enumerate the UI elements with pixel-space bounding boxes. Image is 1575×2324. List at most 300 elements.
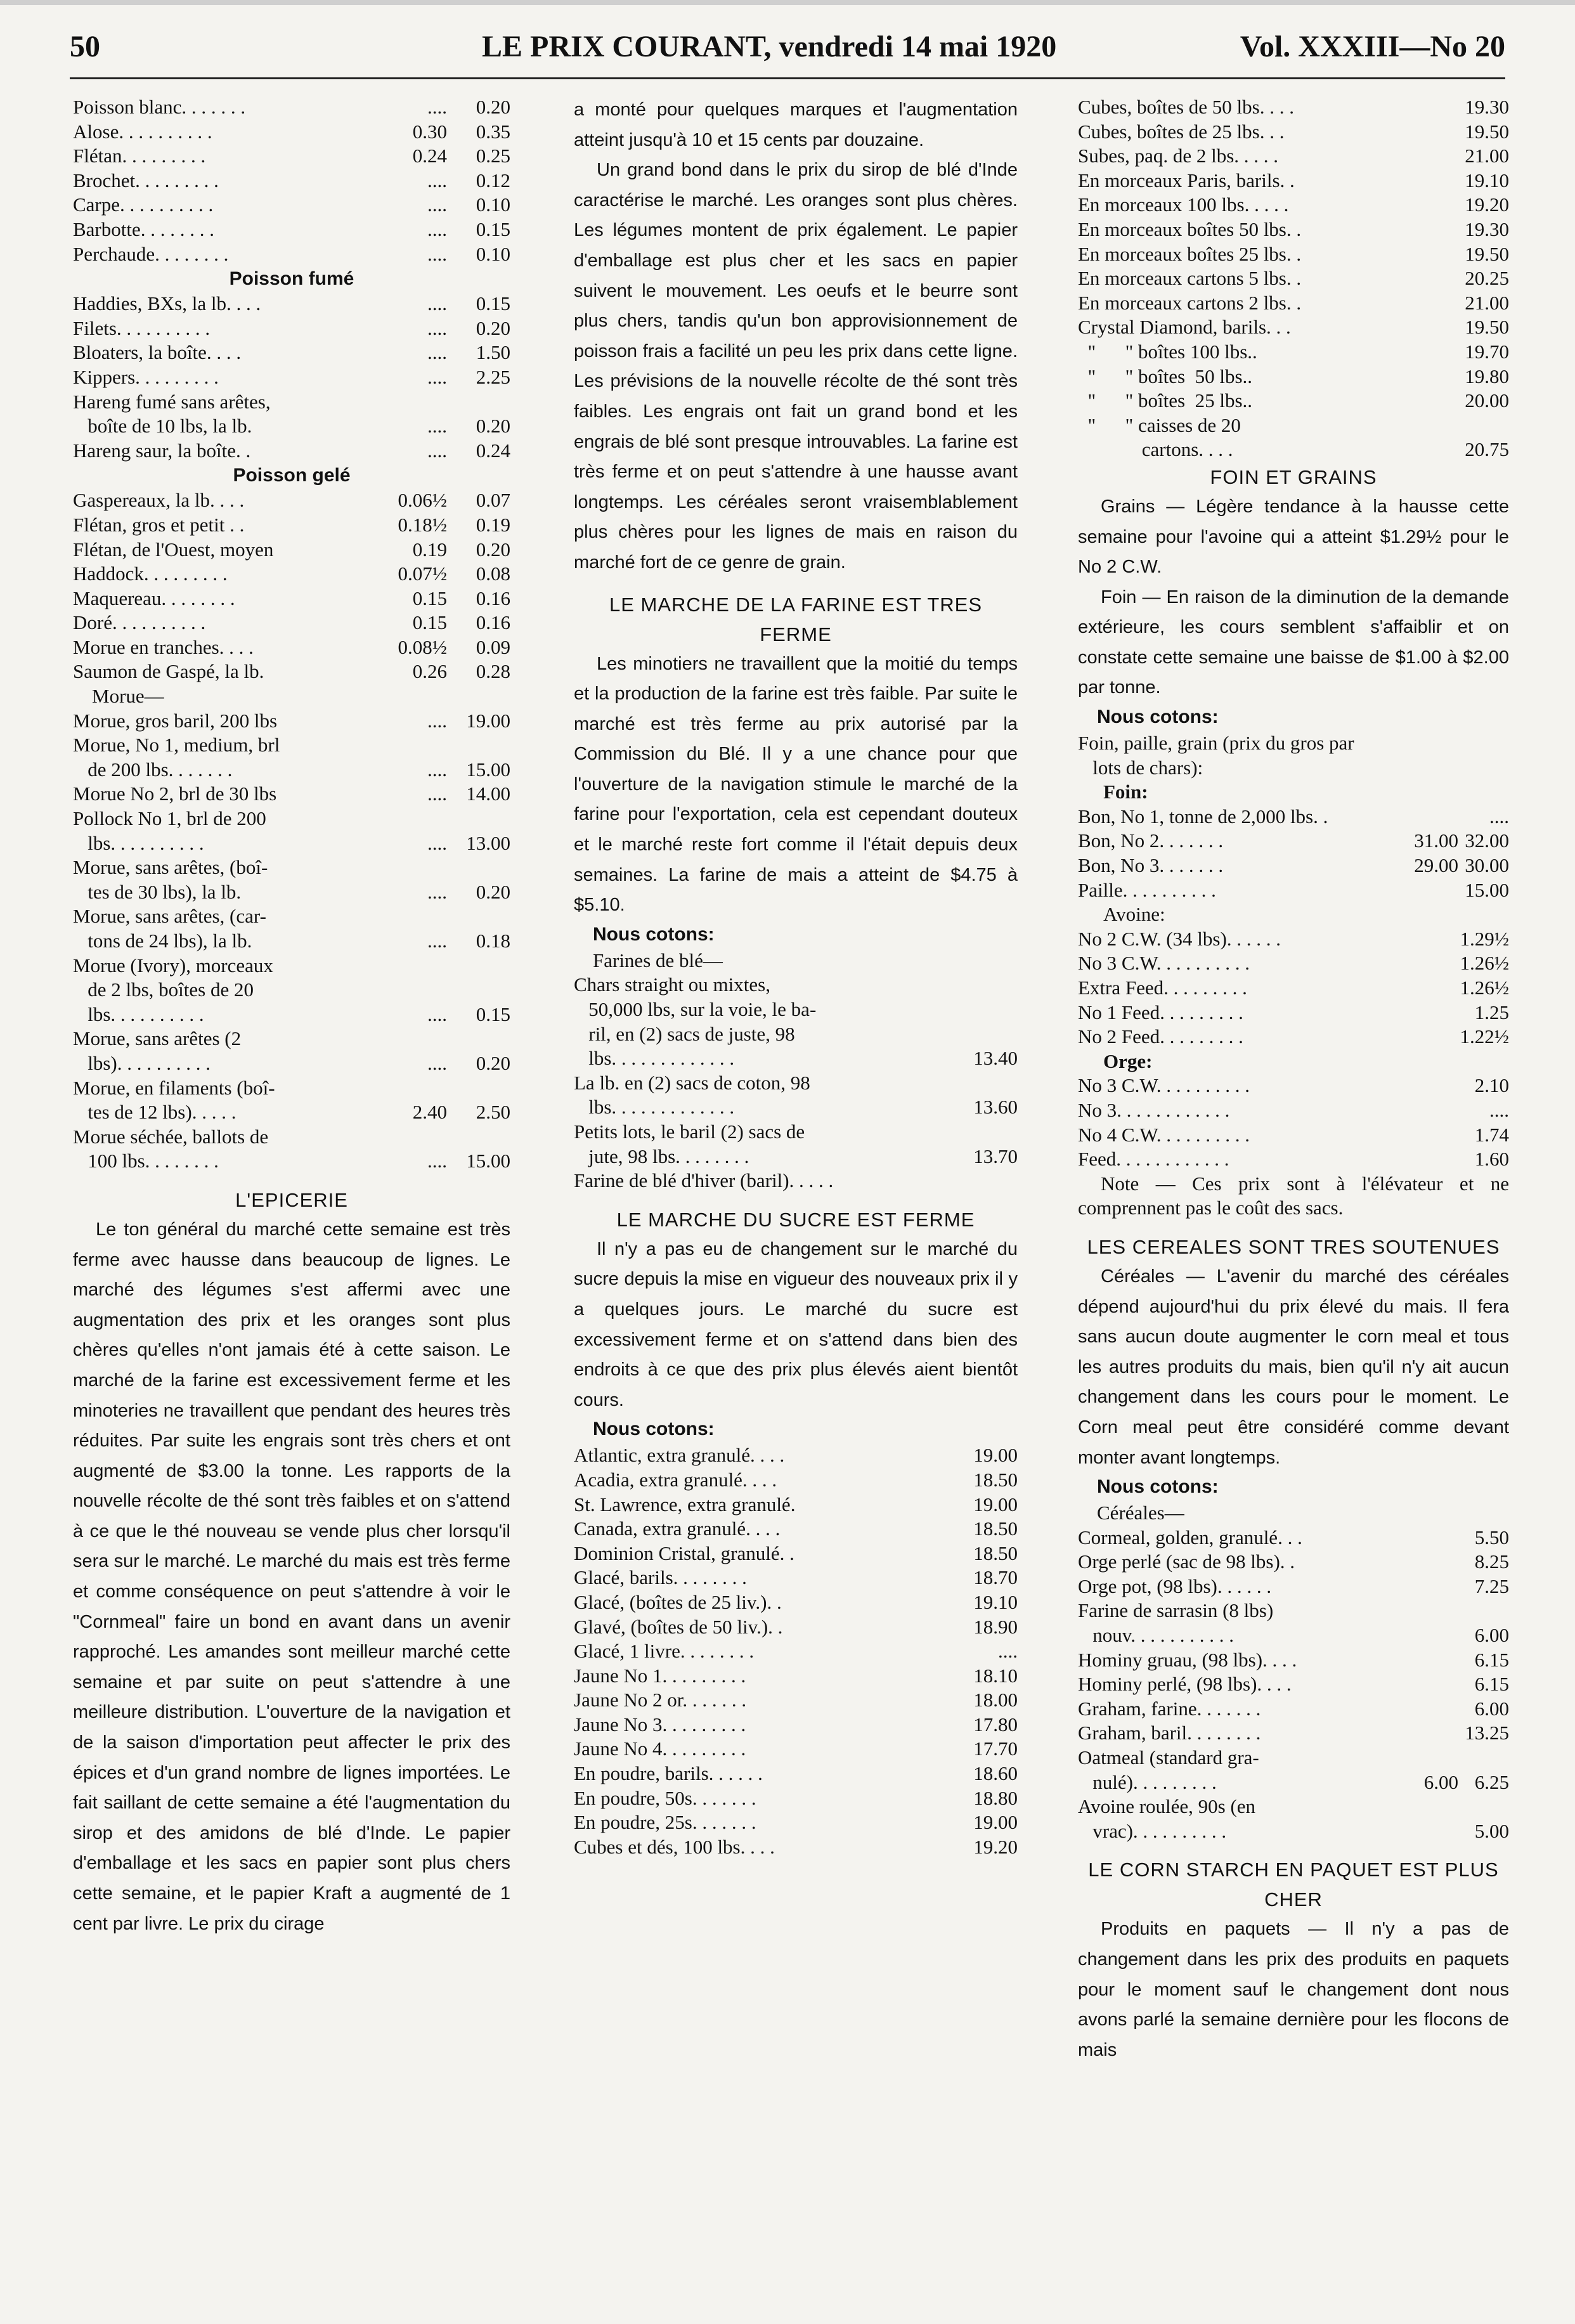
price-item-label: Flétan. . . . . . . . . [73, 145, 206, 167]
price-row [73, 217, 510, 242]
price-high: 19.50 [1465, 242, 1509, 265]
price-item-label: Carpe. . . . . . . . . . [73, 193, 214, 216]
price-low: .... [427, 217, 447, 240]
price-row [1078, 1672, 1509, 1697]
price-low: .... [427, 1150, 447, 1172]
volume-number: Vol. XXXIII—No 20 [1240, 30, 1505, 63]
oats-label: Avoine: [1103, 903, 1165, 926]
price-row [1078, 1795, 1509, 1843]
sugar-market-article: Il n'y a pas eu de changement sur le marché du sucre depuis la mise en vigueur des nouveaux prix il y a quelques jours. Le marché du sucre est excessivement ferme et on s'attend dans bien des endroits à ce que des prix plus élevés aient bientôt cours. [574, 1238, 1018, 1410]
price-row [73, 1125, 510, 1174]
flour-market-heading: LE MARCHE DE LA FARINE EST TRES FERME [609, 593, 983, 646]
price-low: .... [427, 758, 447, 781]
price-high: 18.50 [973, 1468, 1018, 1491]
price-item-label: Canada, extra granulé. . . . [574, 1517, 781, 1540]
price-row [1078, 389, 1509, 413]
price-high: 19.80 [1465, 365, 1509, 387]
price-high: 0.18 [476, 930, 510, 952]
price-item-label: Kippers. . . . . . . . . [73, 365, 219, 388]
price-item-label: Doré. . . . . . . . . . [73, 611, 206, 634]
price-row [574, 1762, 1018, 1786]
price-item-label: Barbotte. . . . . . . . [73, 217, 214, 240]
price-row [1078, 144, 1509, 169]
price-row [73, 659, 510, 684]
price-row [1078, 365, 1509, 389]
price-item-label: Glacé, (boîtes de 25 liv.). . [574, 1590, 782, 1613]
price-item-label: " " boîtes 100 lbs.. [1078, 340, 1257, 363]
price-item-label: Glacé, barils. . . . . . . . [574, 1566, 747, 1589]
price-low: 31.00 [1414, 829, 1458, 852]
price-row [73, 316, 510, 341]
price-item-label: Farine de blé d'hiver (baril). . . . . [574, 1169, 834, 1192]
price-high: 6.00 [1474, 1697, 1509, 1720]
price-item-label: Acadia, extra granulé. . . . [574, 1468, 777, 1491]
price-item-label: En morceaux Paris, barils. . [1078, 169, 1295, 192]
price-high: 0.10 [476, 193, 510, 216]
barley-label: Orge: [1103, 1049, 1153, 1072]
price-low: .... [427, 242, 447, 265]
price-row [574, 1542, 1018, 1566]
price-item-label: Morue, sans arêtes, (boî- tes de 30 lbs), la lb. [73, 856, 268, 903]
price-high: .... [998, 1640, 1018, 1663]
price-row [73, 242, 510, 267]
price-low: .... [427, 439, 447, 462]
price-item-label: Pollock No 1, brl de 200 lbs. . . . . . . . . . [73, 807, 266, 854]
column-2 [574, 95, 1018, 1859]
grocery-article-continued: a monté pour quelques marques et l'augmentation atteint jusqu'à 10 et 15 cents par douzaine. [574, 100, 1018, 150]
price-high: .... [1489, 805, 1509, 828]
price-item-label: Atlantic, extra granulé. . . . [574, 1444, 785, 1467]
price-high: 19.30 [1465, 217, 1509, 240]
price-row [1078, 976, 1509, 1001]
price-item-label: En morceaux boîtes 50 lbs. . [1078, 217, 1302, 240]
price-item-label: St. Lawrence, extra granulé. [574, 1493, 796, 1516]
price-item-label: Perchaude. . . . . . . . [73, 242, 229, 265]
price-row [73, 562, 510, 587]
price-row [574, 1664, 1018, 1689]
price-item-label: Jaune No 1. . . . . . . . . [574, 1664, 746, 1687]
price-high: 19.00 [466, 709, 510, 732]
price-low: .... [427, 415, 447, 438]
price-item-label: No 3. . . . . . . . . . . . [1078, 1098, 1230, 1121]
price-low: 0.15 [412, 587, 447, 609]
price-row [73, 1076, 510, 1125]
price-low: 0.24 [412, 145, 447, 167]
price-high: 6.15 [1474, 1673, 1509, 1696]
price-item-label: En morceaux cartons 2 lbs. . [1078, 291, 1302, 314]
price-item-label: Morue, sans arêtes (2 lbs). . . . . . . . . . [73, 1027, 242, 1074]
price-low: .... [427, 930, 447, 952]
price-row [1078, 854, 1509, 878]
price-high: 13.25 [1465, 1722, 1509, 1744]
price-item-label: Morue en tranches. . . . [73, 635, 254, 658]
price-row [574, 1688, 1018, 1713]
price-item-label: Haddock. . . . . . . . . [73, 562, 228, 585]
price-row [574, 1835, 1018, 1860]
price-item-label: En morceaux 100 lbs. . . . . [1078, 193, 1289, 216]
price-row [574, 1120, 1018, 1169]
barley-price-list [1078, 1074, 1509, 1171]
price-row [1078, 805, 1509, 829]
price-row [73, 341, 510, 365]
price-high: 1.25 [1474, 1001, 1509, 1023]
price-row [1078, 951, 1509, 976]
cod-heading: Morue— [92, 685, 164, 708]
price-item-label: Orge perlé (sac de 98 lbs). . [1078, 1550, 1295, 1573]
price-row [73, 807, 510, 855]
price-high: 0.20 [476, 538, 510, 561]
price-high: 0.25 [476, 145, 510, 167]
price-high: 32.00 [1465, 829, 1509, 852]
price-high: 18.10 [973, 1664, 1018, 1687]
price-row [1078, 1721, 1509, 1746]
price-item-label: No 4 C.W. . . . . . . . . . [1078, 1123, 1250, 1146]
price-high: 19.00 [973, 1493, 1018, 1516]
price-item-label: Bon, No 1, tonne de 2,000 lbs. . [1078, 805, 1328, 828]
price-low: .... [427, 169, 447, 192]
price-high: 0.20 [476, 96, 510, 118]
price-item-label: Brochet. . . . . . . . . [73, 169, 219, 192]
wheat-flour-label: Farines de blé— [593, 949, 723, 971]
price-item-label: En poudre, 50s. . . . . . . [574, 1786, 756, 1809]
price-item-label: Saumon de Gaspé, la lb. [73, 660, 264, 683]
price-row [1078, 242, 1509, 267]
price-row [73, 193, 510, 217]
cereals-article: Céréales — L'avenir du marché des céréales dépend aujourd'hui du prix élevé du mais. Il fera sans aucun doute augmenter le corn meal et tous les autres produits du mais, bien qu'il n'y ait aucun changement dans les cours pour le moment. Le Corn meal peut être considéré comme devant monter avant longtemps. [1078, 1266, 1509, 1468]
price-item-label: No 1 Feed. . . . . . . . . [1078, 1001, 1243, 1023]
price-row [574, 1737, 1018, 1762]
price-item-label: Oatmeal (standard gra- nulé). . . . . . . . . [1078, 1746, 1259, 1793]
price-high: 17.80 [973, 1713, 1018, 1736]
price-low: 0.30 [412, 120, 447, 143]
price-item-label: En poudre, 25s. . . . . . . [574, 1811, 756, 1834]
price-high: 0.24 [476, 439, 510, 462]
frozen-fish-list [73, 488, 510, 684]
price-low: .... [427, 1051, 447, 1074]
price-row [1078, 1025, 1509, 1049]
price-row [1078, 95, 1509, 120]
price-high: 8.25 [1474, 1550, 1509, 1573]
sugar-quotes-label: Nous cotons: [593, 1418, 715, 1440]
price-high: 21.00 [1465, 291, 1509, 314]
price-row [1078, 291, 1509, 316]
cornstarch-heading: LE CORN STARCH EN PAQUET EST PLUS CHER [1088, 1859, 1499, 1911]
price-item-label: Feed. . . . . . . . . . . . [1078, 1148, 1229, 1171]
price-row [73, 365, 510, 390]
price-high: 0.08 [476, 562, 510, 585]
price-item-label: Poisson blanc. . . . . . . [73, 96, 246, 118]
price-low: .... [427, 831, 447, 854]
price-low: 0.18½ [398, 513, 447, 536]
price-item-label: Hominy gruau, (98 lbs). . . . [1078, 1648, 1297, 1671]
price-high: 17.70 [973, 1737, 1018, 1760]
price-row [73, 587, 510, 611]
price-high: 6.25 [1474, 1770, 1509, 1793]
price-item-label: Morue, sans arêtes, (car- tons de 24 lbs), la lb. [73, 905, 266, 952]
header-rule [70, 77, 1505, 79]
frozen-fish-heading: Poisson gelé [233, 465, 351, 486]
price-high: 0.19 [476, 513, 510, 536]
price-row [1078, 927, 1509, 952]
price-item-label: Bloaters, la boîte. . . . [73, 341, 242, 364]
price-row [574, 1517, 1018, 1542]
price-row [574, 1786, 1018, 1811]
publication-title: LE PRIX COURANT, vendredi 14 mai 1920 [482, 30, 1057, 63]
price-row [73, 538, 510, 562]
price-row [73, 144, 510, 169]
price-row [1078, 169, 1509, 193]
price-low: 0.07½ [398, 562, 447, 585]
price-high: 19.70 [1465, 340, 1509, 363]
price-low: 0.06½ [398, 489, 447, 512]
price-row [574, 973, 1018, 1070]
price-high: 18.50 [973, 1542, 1018, 1564]
price-high: 19.20 [973, 1835, 1018, 1858]
column-3 [1078, 95, 1509, 2065]
price-low: .... [427, 880, 447, 903]
price-row [574, 1468, 1018, 1493]
price-item-label: Morue séchée, ballots de 100 lbs. . . . . . . . [73, 1125, 269, 1172]
price-high: 18.80 [973, 1786, 1018, 1809]
price-low: 6.00 [1423, 1770, 1458, 1793]
price-item-label: Flétan, gros et petit . . [73, 513, 245, 536]
cereals-heading: LES CEREALES SONT TRES SOUTENUES [1087, 1235, 1500, 1258]
oats-price-list [1078, 927, 1509, 1049]
price-item-label: Morue, gros baril, 200 lbs [73, 709, 278, 732]
price-high: 19.10 [973, 1590, 1018, 1613]
price-row [73, 390, 510, 439]
price-item-label: Jaune No 2 or. . . . . . . [574, 1689, 747, 1711]
price-high: 6.15 [1474, 1648, 1509, 1671]
price-high: 19.10 [1465, 169, 1509, 192]
price-low: .... [427, 193, 447, 216]
price-high: 15.00 [466, 758, 510, 781]
corn-syrup-paragraph: Un grand bond dans le prix du sirop de blé d'Inde caractérise le marché. Les oranges sont plus chères. Les légumes montent de prix également. Le papier d'emballage est plus cher et les sacs en papier suivent le mouvement. Les oeufs et le beurre sont plus chers, tandis qu'un bon approvisionnement de poisson frais a facilité un peu les prix dans cette ligne. Les prévisions de la nouvelle récolte de thé sont très faibles. Les engrais ont fait un grand bond et les engrais de blé sont presque introuvables. La farine est très ferme et on peut s'attendre à une hausse avant longtemps. Les céréales seront vraisemblablement plus chères pour les lignes de mais en raison du marché fort de ce genre de grain. [574, 160, 1018, 573]
price-row [1078, 1697, 1509, 1722]
price-high: 15.00 [466, 1150, 510, 1172]
cereals-label: Céréales— [1097, 1502, 1184, 1524]
price-item-label: Avoine roulée, 90s (en vrac). . . . . . . . . . [1078, 1795, 1256, 1842]
price-row [1078, 120, 1509, 145]
price-item-label: Morue No 2, brl de 30 lbs [73, 782, 277, 805]
price-item-label: Chars straight ou mixtes, 50,000 lbs, sur la voie, le ba- ril, en (2) sacs de juste, 98 lbs. . . . . . . . . . . . . [574, 973, 817, 1070]
price-item-label: Hareng saur, la boîte. . [73, 439, 251, 462]
price-row [73, 733, 510, 782]
price-item-label: Cormeal, golden, granulé. . . [1078, 1526, 1302, 1548]
price-item-label: Morue, en filaments (boî- tes de 12 lbs). . . . . [73, 1076, 275, 1124]
price-item-label: Cubes et dés, 100 lbs. . . . [574, 1835, 775, 1858]
price-high: 18.90 [973, 1615, 1018, 1638]
price-item-label: Morue, No 1, medium, brl de 200 lbs. . . . . . . [73, 734, 280, 781]
price-high: 0.09 [476, 635, 510, 658]
price-high: 0.20 [476, 316, 510, 339]
price-item-label: No 3 C.W. . . . . . . . . . [1078, 1074, 1250, 1097]
price-high: 0.12 [476, 169, 510, 192]
price-row [1078, 1526, 1509, 1550]
price-row [73, 611, 510, 635]
price-high: .... [1489, 1098, 1509, 1121]
price-high: 19.50 [1465, 316, 1509, 339]
price-high: 0.07 [476, 489, 510, 512]
price-row [73, 782, 510, 807]
price-row [574, 1443, 1018, 1468]
hay-label: Foin: [1103, 781, 1148, 803]
price-item-label: No 2 C.W. (34 lbs). . . . . . [1078, 927, 1281, 950]
price-item-label: Orge pot, (98 lbs). . . . . . [1078, 1574, 1272, 1597]
price-high: 2.25 [476, 365, 510, 388]
price-item-label: Alose. . . . . . . . . . [73, 120, 212, 143]
sugar-price-list [574, 1443, 1018, 1859]
price-item-label: Maquereau. . . . . . . . [73, 587, 235, 609]
price-row [1078, 340, 1509, 365]
price-row [1078, 1648, 1509, 1673]
price-row [574, 1169, 1018, 1193]
price-item-label: Glacé, 1 livre. . . . . . . . [574, 1640, 755, 1663]
price-high: 0.20 [476, 415, 510, 438]
price-row [1078, 878, 1509, 903]
flour-market-article: Les minotiers ne travaillent que la moitié du temps et la production de la farine est très faible. Par suite le marché est très ferme au prix autorisé par la Commission du Blé. Il y a une chance pour que l'ouverture de la navigation stimule le marché de la farine pour l'exportation, cela est cependant douteux et le marché reste fort comme il l'était depuis deux semaines. La farine de mais a atteint de $4.75 à $5.10. [574, 653, 1018, 916]
price-high: 18.50 [973, 1517, 1018, 1540]
price-high: 0.15 [476, 1003, 510, 1025]
price-high: 20.00 [1465, 389, 1509, 412]
price-low: 0.15 [412, 611, 447, 634]
flour-quotes-label: Nous cotons: [593, 923, 715, 945]
price-item-label: " " boîtes 25 lbs.. [1078, 389, 1253, 412]
price-high: 0.20 [476, 1051, 510, 1074]
price-row [73, 488, 510, 513]
price-row [1078, 217, 1509, 242]
price-high: 15.00 [1465, 878, 1509, 901]
grain-paragraph: Grains — Légère tendance à la hausse cette semaine pour l'avoine qui a atteint $1.29½ pour le No 2 C.W. [1078, 496, 1509, 578]
price-low: 0.08½ [398, 635, 447, 658]
price-row [1078, 1123, 1509, 1148]
price-row [1078, 413, 1509, 462]
price-row [73, 292, 510, 316]
price-low: .... [427, 292, 447, 315]
flour-price-list [574, 973, 1018, 1193]
hay-grain-heading: FOIN ET GRAINS [1210, 465, 1377, 488]
price-item-label: Bon, No 3. . . . . . . [1078, 854, 1224, 877]
price-high: 1.22½ [1460, 1025, 1509, 1048]
hay-intro: Foin, paille, grain (prix du gros par lots de chars): [1078, 732, 1354, 779]
price-high: 0.15 [476, 217, 510, 240]
price-low: 29.00 [1414, 854, 1458, 877]
price-high: 30.00 [1465, 854, 1509, 877]
fresh-fish-list [73, 95, 510, 266]
price-high: 19.50 [1465, 120, 1509, 143]
price-high: 2.50 [476, 1101, 510, 1124]
price-item-label: No 2 Feed. . . . . . . . . [1078, 1025, 1243, 1048]
price-high: 1.50 [476, 341, 510, 364]
price-item-label: Cubes, boîtes de 25 lbs. . . [1078, 120, 1285, 143]
price-high: 19.00 [973, 1811, 1018, 1834]
price-high: 7.25 [1474, 1574, 1509, 1597]
price-high: 0.35 [476, 120, 510, 143]
column-1 [73, 95, 510, 1939]
price-row [574, 1713, 1018, 1737]
price-item-label: Bon, No 2. . . . . . . [1078, 829, 1224, 852]
price-row [73, 95, 510, 120]
price-row [574, 1566, 1018, 1590]
price-row [73, 904, 510, 953]
price-row [73, 855, 510, 904]
page-number: 50 [70, 30, 100, 63]
price-high: 18.00 [973, 1689, 1018, 1711]
price-high: 19.30 [1465, 96, 1509, 118]
price-high: 13.70 [973, 1145, 1018, 1167]
price-high: 1.60 [1474, 1148, 1509, 1171]
price-high: 5.50 [1474, 1526, 1509, 1548]
price-item-label: Farine de sarrasin (8 lbs) nouv. . . . . . . . . . . [1078, 1599, 1274, 1647]
page-header [70, 22, 1505, 72]
price-low: .... [427, 365, 447, 388]
price-low: .... [427, 1003, 447, 1025]
price-low: .... [427, 96, 447, 118]
price-item-label: Haddies, BXs, la lb. . . . [73, 292, 261, 315]
price-row [73, 954, 510, 1027]
price-low: .... [427, 341, 447, 364]
hay-paragraph: Foin — En raison de la diminution de la demande extérieure, les cours semblent s'affaiblir et on constate cette semaine une baisse de $1.00 à $2.00 par tonne. [1078, 587, 1509, 698]
price-row [574, 1639, 1018, 1664]
price-low: .... [427, 782, 447, 805]
grocery-article: Le ton général du marché cette semaine est très ferme avec hausse dans beaucoup de lignes. Le marché des légumes s'est affermi avec une augmentation des prix et les oranges sont plus chères qu'elles n'ont jamais été à cette saison. Le marché de la farine est excessivement ferme et les minoteries ne travaillent que pendant des heures très réduites. Par suite les engrais sont très chers et ont augmenté de $3.00 la tonne. Les rapports de la nouvelle récolte de thé sont très faibles et on s'attend à ce que le thé nouveau se vende plus cher lorsqu'il sera sur le marché. Le marché du mais est très ferme et comme conséquence on peut s'attendre à voir le "Cornmeal" faire un bond en avant dans un avenir rapproché. Les amandes sont meilleur marché cette semaine et par suite on peut s'attendre à une meilleure distribution. L'ouverture de la navigation et de la saison d'importation peut affecter le prix des épices et d'un grand nombre de lignes importées. Le fait saillant de cette semaine a été l'augmentation du sirop et des amidons de blé d'Inde. Le papier d'emballage et les sacs en papier sont plus chers cette semaine, et le papier Kraft a augmenté de 1 cent par livre. Le prix du cirage [73, 1219, 510, 1934]
price-item-label: Cubes, boîtes de 50 lbs. . . . [1078, 96, 1294, 118]
price-high: 14.00 [466, 782, 510, 805]
price-item-label: Glavé, (boîtes de 50 liv.). . [574, 1615, 783, 1638]
price-item-label: Subes, paq. de 2 lbs. . . . . [1078, 145, 1279, 167]
price-item-label: En morceaux cartons 5 lbs. . [1078, 267, 1302, 290]
price-item-label: Graham, farine. . . . . . . [1078, 1697, 1261, 1720]
price-high: 13.40 [973, 1047, 1018, 1070]
price-item-label: Hominy perlé, (98 lbs). . . . [1078, 1673, 1292, 1696]
price-high: 2.10 [1474, 1074, 1509, 1097]
price-low: .... [427, 316, 447, 339]
price-high: 19.20 [1465, 193, 1509, 216]
price-item-label: Gaspereaux, la lb. . . . [73, 489, 245, 512]
price-row [1078, 315, 1509, 340]
smoked-fish-heading: Poisson fumé [229, 268, 354, 290]
price-high: 6.00 [1474, 1624, 1509, 1647]
smoked-fish-list [73, 292, 510, 463]
sugar-market-heading: LE MARCHE DU SUCRE EST FERME [616, 1208, 975, 1231]
price-high: 20.75 [1465, 438, 1509, 461]
price-row [1078, 1746, 1509, 1795]
price-high: 20.25 [1465, 267, 1509, 290]
price-low: 2.40 [412, 1101, 447, 1124]
price-item-label: Jaune No 4. . . . . . . . . [574, 1737, 746, 1760]
price-high: 13.60 [973, 1096, 1018, 1119]
price-item-label: Hareng fumé sans arêtes, boîte de 10 lbs, la lb. [73, 390, 271, 438]
price-row [1078, 829, 1509, 854]
price-item-label: " " caisses de 20 cartons. . . . [1087, 413, 1241, 461]
price-row [574, 1615, 1018, 1640]
page-top-edge [0, 0, 1575, 5]
price-item-label: Dominion Cristal, granulé. . [574, 1542, 794, 1564]
price-item-label: La lb. en (2) sacs de coton, 98 lbs. . . . . . . . . . . . . [574, 1071, 810, 1119]
price-row [574, 1493, 1018, 1517]
price-row [1078, 1147, 1509, 1172]
price-high: 18.70 [973, 1566, 1018, 1589]
price-row [1078, 1599, 1509, 1647]
price-row [73, 635, 510, 660]
price-high: 1.26½ [1460, 952, 1509, 975]
price-low: 0.19 [412, 538, 447, 561]
price-row [1078, 1550, 1509, 1574]
price-item-label: Flétan, de l'Ouest, moyen [73, 538, 274, 561]
price-high: 1.26½ [1460, 977, 1509, 999]
price-row [1078, 1001, 1509, 1025]
hay-price-list [1078, 805, 1509, 902]
